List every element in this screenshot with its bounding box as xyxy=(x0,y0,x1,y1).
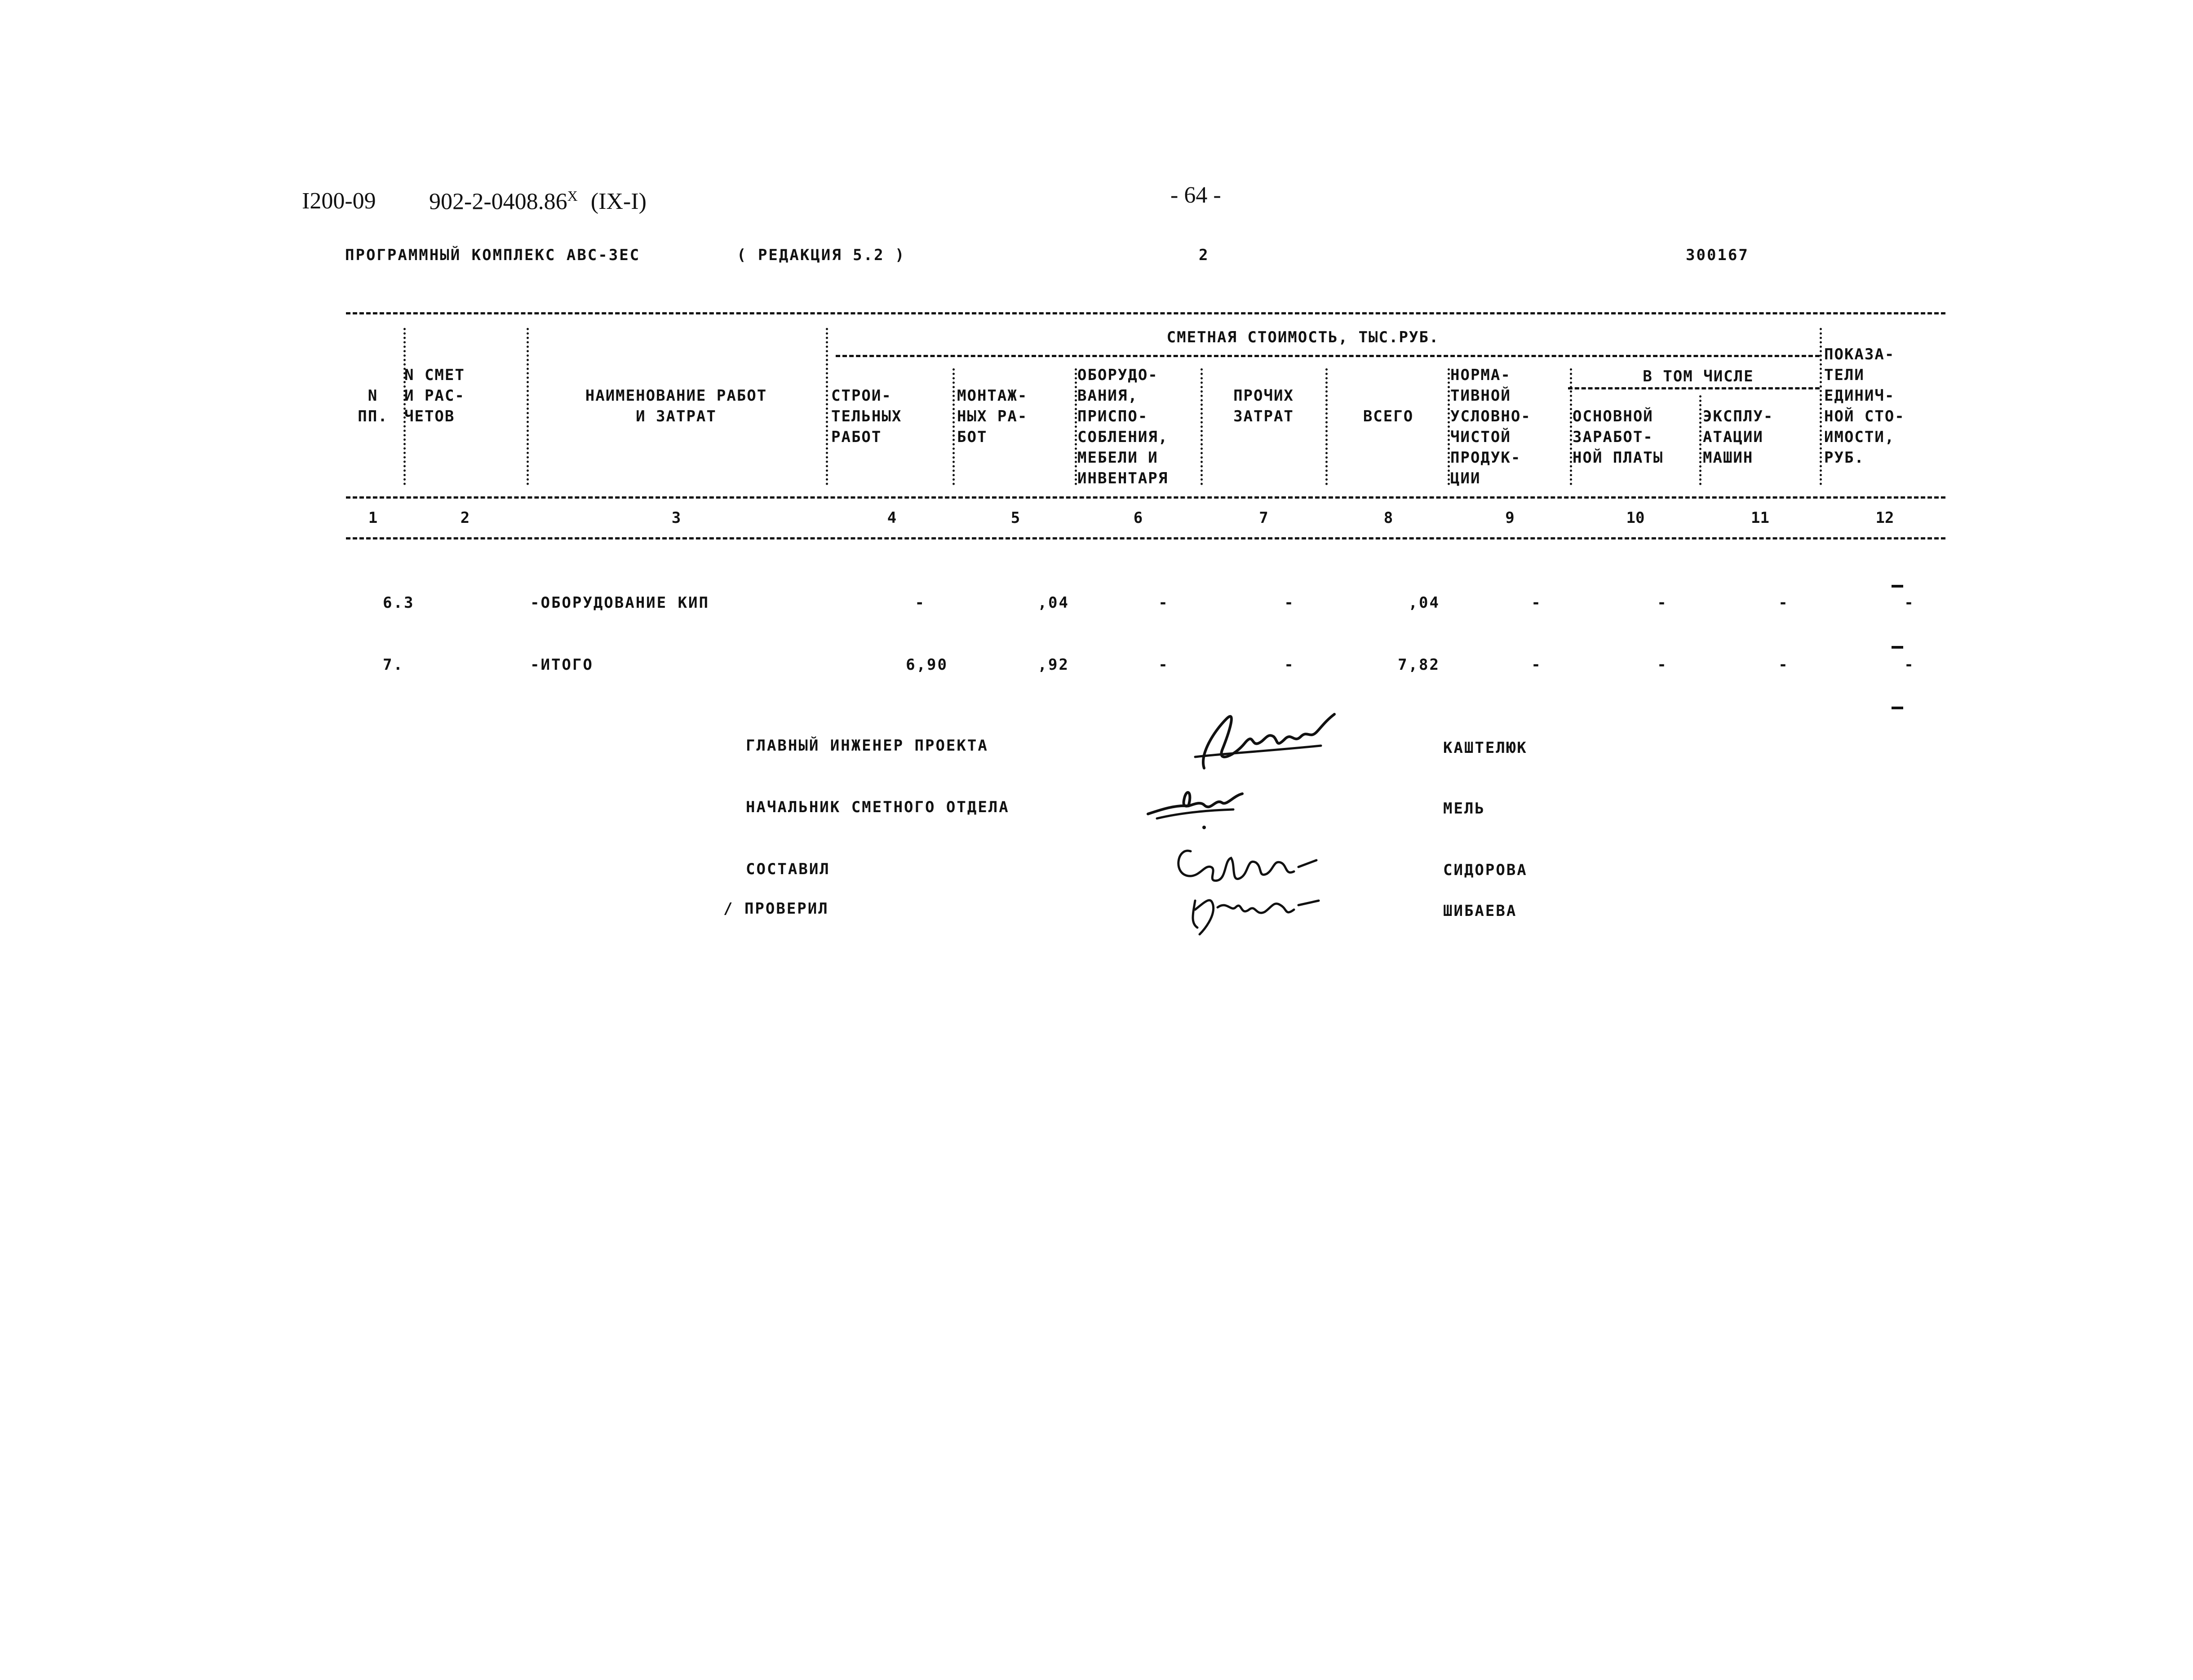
col-number: 5 xyxy=(1010,509,1020,527)
col-number: 8 xyxy=(1383,509,1393,527)
col-separator xyxy=(1570,368,1572,485)
signature-name: ШИБАЕВА xyxy=(1443,902,1517,920)
group-rule xyxy=(836,355,1820,357)
row-machine-operation: - xyxy=(1778,656,1789,674)
col-separator xyxy=(826,328,828,485)
col-header-other: ПРОЧИХ ЗАТРАТ xyxy=(1233,387,1294,425)
row-machine-operation: - xyxy=(1778,594,1789,612)
col-number: 10 xyxy=(1626,509,1645,527)
document-code-suffix: (IX-I) xyxy=(590,189,647,215)
col-header-installation: МОНТАЖ- НЫХ РА- БОТ xyxy=(957,387,1028,446)
margin-dash xyxy=(1892,646,1903,649)
margin-dash xyxy=(1892,707,1903,709)
col-number: 2 xyxy=(460,509,470,527)
row-work-name: -ОБОРУДОВАНИЕ КИП xyxy=(530,594,709,612)
signature-role: ГЛАВНЫЙ ИНЖЕНЕР ПРОЕКТА xyxy=(746,737,988,755)
col-header-unit-cost: ПОКАЗА- ТЕЛИ ЕДИНИЧ- НОЙ СТО- ИМОСТИ, РУБ. xyxy=(1824,345,1905,467)
col-separator xyxy=(1075,368,1077,485)
signature-name: МЕЛЬ xyxy=(1443,800,1485,818)
subgroup-rule xyxy=(1568,387,1820,389)
header-bottom-rule xyxy=(346,496,1945,499)
col-number: 4 xyxy=(887,509,897,527)
document-number: 300167 xyxy=(1686,246,1749,264)
row-unit-cost: - xyxy=(1904,656,1915,674)
row-net-production: - xyxy=(1531,656,1542,674)
col-header-base-salary: ОСНОВНОЙ ЗАРАБОТ- НОЙ ПЛАТЫ xyxy=(1573,407,1664,467)
document-code xyxy=(429,188,647,215)
row-other: - xyxy=(1284,594,1295,612)
program-title: ПРОГРАММНЫЙ КОМПЛЕКС АВС-ЗЕС xyxy=(345,246,641,264)
sheet-number: 2 xyxy=(1199,246,1209,264)
signature-role: НАЧАЛЬНИК СМЕТНОГО ОТДЕЛА xyxy=(746,798,1010,816)
signature-role: СОСТАВИЛ xyxy=(746,860,830,878)
margin-dash xyxy=(1892,585,1903,588)
row-net-production: - xyxy=(1531,594,1542,612)
row-equipment: - xyxy=(1158,594,1169,612)
row-npp: 6.3 xyxy=(383,594,415,612)
handwritten-signature-2 xyxy=(1143,774,1260,836)
col-separator xyxy=(1448,368,1450,485)
signature-role: / ПРОВЕРИЛ xyxy=(723,900,829,918)
table-top-rule xyxy=(346,312,1945,314)
row-equipment: - xyxy=(1158,656,1169,674)
document-code-superscript: X xyxy=(567,188,578,204)
row-construction: 6,90 xyxy=(906,656,948,674)
document-code-main: 902-2-0408.86 xyxy=(429,189,567,215)
col-separator xyxy=(953,368,955,485)
col-number: 9 xyxy=(1505,509,1515,527)
col-separator xyxy=(1820,328,1822,485)
row-construction: - xyxy=(915,594,926,612)
col-header-npp: N ПП. xyxy=(358,387,388,425)
col-number: 12 xyxy=(1875,509,1894,527)
row-unit-cost: - xyxy=(1904,594,1915,612)
row-installation: ,04 xyxy=(1037,594,1069,612)
col-header-work-name: НАИМЕНОВАНИЕ РАБОТ И ЗАТРАТ xyxy=(585,387,767,425)
numbers-bottom-rule xyxy=(346,537,1945,539)
col-number: 11 xyxy=(1751,509,1769,527)
row-base-salary: - xyxy=(1657,656,1668,674)
col-header-estimate-no: N СМЕТ И РАС- ЧЕТОВ xyxy=(404,366,465,425)
handwritten-signature-1 xyxy=(1186,701,1348,782)
col-number: 1 xyxy=(368,509,378,527)
edition: ( РЕДАКЦИЯ 5.2 ) xyxy=(737,246,906,264)
col-number: 7 xyxy=(1259,509,1268,527)
row-npp: 7. xyxy=(383,656,404,674)
col-header-total: ВСЕГО xyxy=(1363,407,1414,425)
col-number: 6 xyxy=(1133,509,1143,527)
handwritten-signature-3 xyxy=(1164,833,1334,937)
subgroup-header-including: В ТОМ ЧИСЛЕ xyxy=(1643,367,1754,385)
col-number: 3 xyxy=(671,509,681,527)
signature-name: КАШТЕЛЮК xyxy=(1443,739,1528,757)
col-header-machine-operation: ЭКСПЛУ- АТАЦИИ МАШИН xyxy=(1703,407,1774,467)
col-separator xyxy=(1699,395,1701,485)
col-header-construction: СТРОИ- ТЕЛЬНЫХ РАБОТ xyxy=(831,387,902,446)
row-other: - xyxy=(1284,656,1295,674)
col-separator xyxy=(1201,368,1203,485)
col-separator xyxy=(1325,368,1328,485)
row-installation: ,92 xyxy=(1037,656,1069,674)
col-separator xyxy=(527,328,529,485)
col-header-net-production: НОРМА- ТИВНОЙ УСЛОВНО- ЧИСТОЙ ПРОДУК- ЦИИ xyxy=(1450,366,1531,487)
row-base-salary: - xyxy=(1657,594,1668,612)
col-header-equipment: ОБОРУДО- ВАНИЯ, ПРИСПО- СОБЛЕНИЯ, МЕБЕЛИ И ИНВЕНТАРЯ xyxy=(1077,366,1169,487)
row-total: ,04 xyxy=(1408,594,1440,612)
row-total: 7,82 xyxy=(1398,656,1440,674)
row-work-name: -ИТОГО xyxy=(530,656,594,674)
code-left: I200-09 xyxy=(302,188,376,214)
group-header-estimated-cost: СМЕТНАЯ СТОИМОСТЬ, ТЫС.РУБ. xyxy=(1166,328,1440,346)
signature-name: СИДОРОВА xyxy=(1443,861,1528,879)
page-number: - 64 - xyxy=(1170,182,1221,208)
